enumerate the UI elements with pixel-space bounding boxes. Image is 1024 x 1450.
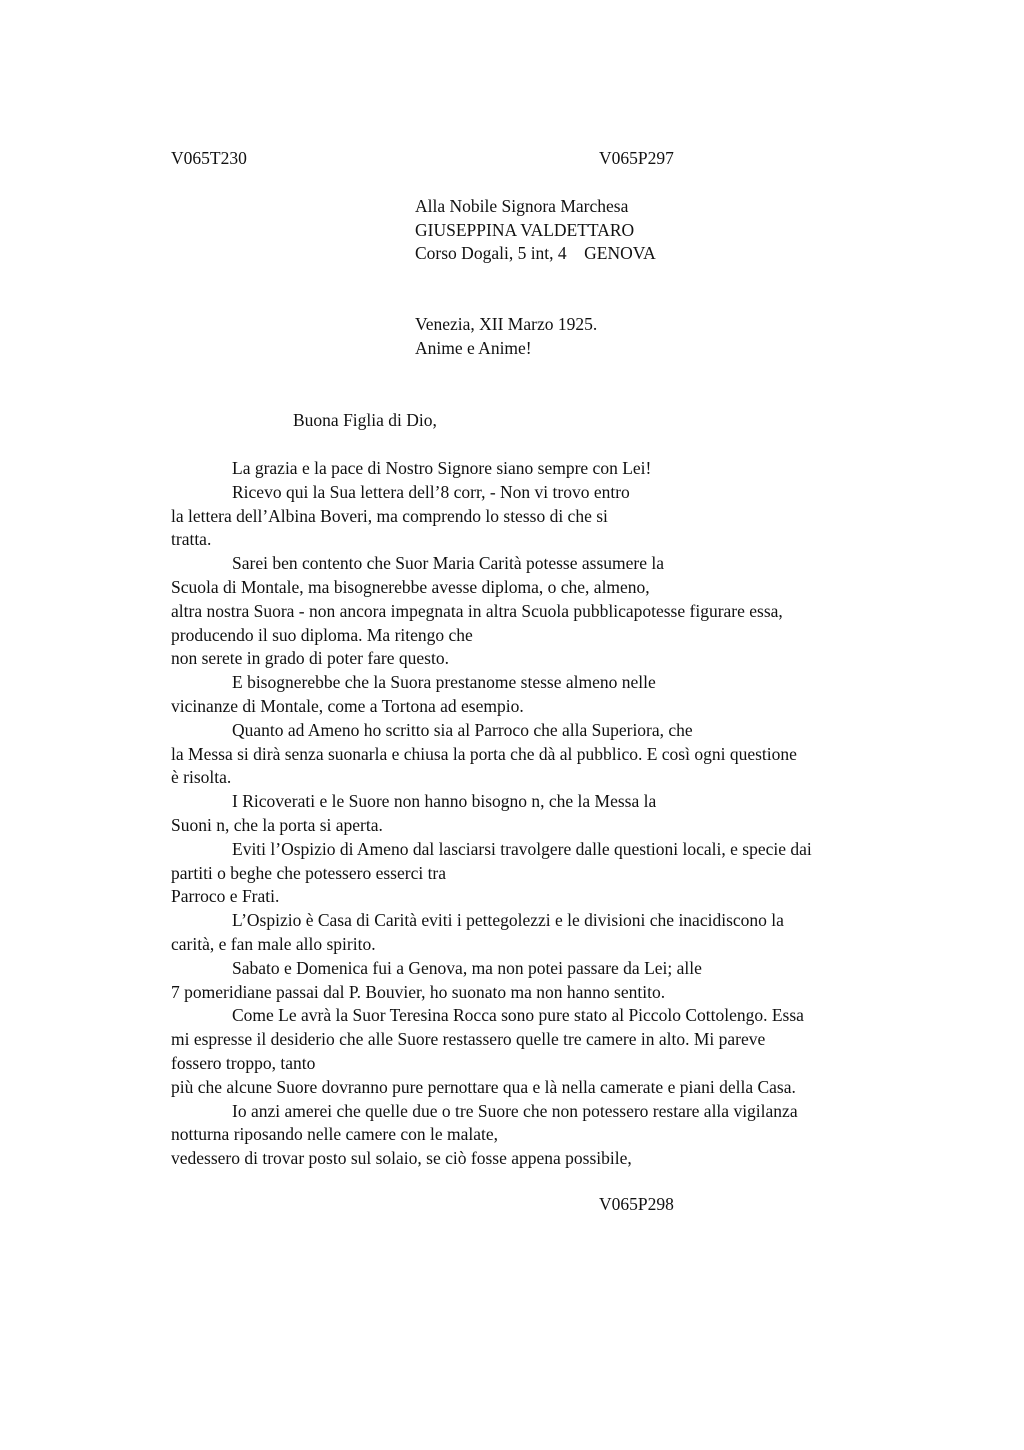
body-line: non serete in grado di poter fare questo. <box>171 648 449 669</box>
body-line: più che alcune Suore dovranno pure pernottare qua e là nella camerate e piani della Casa. <box>171 1076 796 1097</box>
body-line: Suoni n, che la porta si aperta. <box>171 814 383 835</box>
body-line: Parroco e Frati. <box>171 886 280 907</box>
body-line: producendo il suo diploma. Ma ritengo che <box>171 624 473 645</box>
body-line: mi espresse il desiderio che alle Suore restassero quelle tre camere in alto. Mi pareve <box>171 1029 766 1050</box>
letter-body <box>171 457 931 1171</box>
motto: Anime e Anime! <box>415 337 532 358</box>
body-line: tratta. <box>171 529 212 550</box>
salutation: Buona Figlia di Dio, <box>293 410 437 430</box>
body-line: Io anzi amerei che quelle due o tre Suore che non potessero restare alla vigilanza <box>232 1100 798 1121</box>
body-line: la lettera dell’Albina Boveri, ma comprendo lo stesso di che si <box>171 505 608 526</box>
body-line: Quanto ad Ameno ho scritto sia al Parroco che alla Superiora, che <box>232 719 693 740</box>
body-line: Sabato e Domenica fui a Genova, ma non potei passare da Lei; alle <box>232 957 702 978</box>
body-line: carità, e fan male allo spirito. <box>171 933 376 954</box>
address-city: GENOVA <box>584 243 656 263</box>
body-line: Eviti l’Ospizio di Ameno dal lasciarsi travolgere dalle questioni locali, e specie dai <box>232 838 812 859</box>
dateline <box>415 313 597 360</box>
body-line: altra nostra Suora - non ancora impegnata in altra Scuola pubblicapotesse figurare essa, <box>171 600 783 621</box>
body-line: vedessero di trovar posto sul solaio, se ciò fosse appena possibile, <box>171 1148 632 1169</box>
body-line: la Messa si dirà senza suonarla e chiusa la porta che dà al pubblico. E così ogni questione <box>171 743 797 764</box>
address-line-3 <box>415 242 656 266</box>
body-line: I Ricoverati e le Suore non hanno bisogno n, che la Messa la <box>232 791 657 812</box>
body-line: 7 pomeridiane passai dal P. Bouvier, ho suonato ma non hanno sentito. <box>171 981 666 1002</box>
place-date: Venezia, XII Marzo 1925. <box>415 314 598 334</box>
body-line: Sarei ben contento che Suor Maria Carità potesse assumere la <box>232 553 665 574</box>
body-line: Ricevo qui la Sua lettera dell’8 corr, - Non vi trovo entro <box>232 481 630 502</box>
address-line-2: GIUSEPPINA VALDETTARO <box>415 219 635 240</box>
address-line-1: Alla Nobile Signora Marchesa <box>415 196 629 216</box>
recipient-address <box>415 195 656 266</box>
left-reference-code: V065T230 <box>171 148 247 168</box>
body-line: Come Le avrà la Suor Teresina Rocca sono pure stato al Piccolo Cottolengo. Essa <box>232 1005 804 1026</box>
body-line: fossero troppo, tanto <box>171 1052 316 1073</box>
body-line: è risolta. <box>171 767 232 788</box>
body-line: E bisognerebbe che la Suora prestanome stesse almeno nelle <box>232 672 656 693</box>
body-line: Scuola di Montale, ma bisognerebbe avesse diploma, o che, almeno, <box>171 576 650 597</box>
footer-page-code: V065P298 <box>599 1194 674 1214</box>
body-line: La grazia e la pace di Nostro Signore siano sempre con Lei! <box>232 458 652 478</box>
right-page-code: V065P297 <box>599 148 674 168</box>
address-street: Corso Dogali, 5 int, 4 <box>415 243 567 263</box>
body-line: notturna riposando nelle camere con le malate, <box>171 1124 499 1145</box>
body-line: vicinanze di Montale, come a Tortona ad esempio. <box>171 695 524 716</box>
body-line: L’Ospizio è Casa di Carità eviti i pettegolezzi e le divisioni che inacidiscono la <box>232 910 784 931</box>
body-line: partiti o beghe che potessero esserci tra <box>171 862 447 883</box>
